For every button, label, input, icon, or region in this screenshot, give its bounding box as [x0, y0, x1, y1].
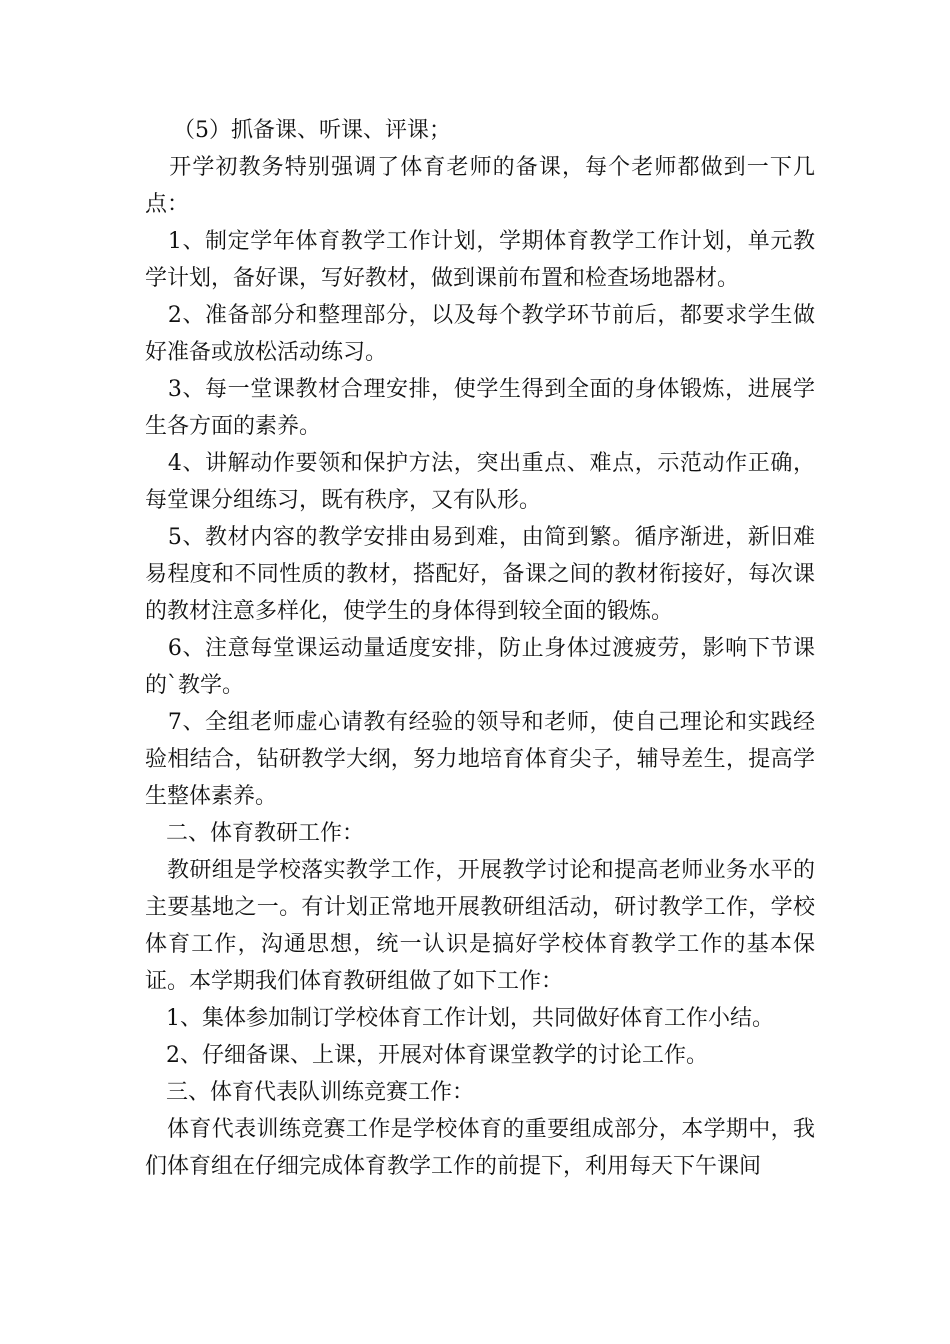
section-heading-team-training: 三、体育代表队训练竞赛工作：: [145, 1080, 474, 1105]
paragraph-item-7: 7、全组老师虚心请教有经验的领导和老师，使自己理论和实践经验相结合，钻研教学大纲，努力地培育体育尖子，辅导差生，提高学生整体素养。: [145, 710, 816, 809]
paragraph-research-item-2: 2、仔细备课、上课，开展对体育课堂教学的讨论工作。: [145, 1043, 708, 1068]
paragraph-lesson-prep-intro: 开学初教务特别强调了体育老师的备课，每个老师都做到一下几点：: [145, 155, 815, 217]
paragraph-research-item-1: 1、集体参加制订学校体育工作计划，共同做好体育工作小结。: [145, 1006, 774, 1031]
paragraph-item-5: 5、教材内容的教学安排由易到难，由简到繁。循序渐进，新旧难易程度和不同性质的教材，搭配好，备课之间的教材衔接好，每次课的教材注意多样化，使学生的身体得到较全面的锻炼。: [145, 525, 816, 624]
section-heading-teaching-research: 二、体育教研工作：: [145, 821, 364, 846]
paragraph-item-1: 1、制定学年体育教学工作计划，学期体育教学工作计划，单元教学计划，备好课，写好教材，做到课前布置和检查场地器材。: [145, 229, 816, 291]
paragraph-teaching-research-intro: 教研组是学校落实教学工作，开展教学讨论和提高老师业务水平的主要基地之一。有计划正常地开展教研组活动，研讨教学工作，学校体育工作，沟通思想，统一认识是搞好学校体育教学工作的基本保证。本学期我们体育教研组做了如下工作：: [145, 858, 815, 994]
paragraph-section-5-heading: （5）抓备课、听课、评课；: [145, 118, 451, 143]
paragraph-item-2: 2、准备部分和整理部分，以及每个教学环节前后，都要求学生做好准备或放松活动练习。: [145, 303, 816, 365]
paragraph-item-3: 3、每一堂课教材合理安排，使学生得到全面的身体锻炼，进展学生各方面的素养。: [145, 377, 816, 439]
document-page: [145, 112, 815, 1185]
paragraph-team-training-intro: 体育代表训练竞赛工作是学校体育的重要组成部分，本学期中，我们体育组在仔细完成体育教学工作的前提下，利用每天下午课间: [145, 1117, 815, 1179]
paragraph-item-6: 6、注意每堂课运动量适度安排，防止身体过渡疲劳，影响下节课的`教学。: [145, 636, 816, 698]
paragraph-item-4: 4、讲解动作要领和保护方法，突出重点、难点，示范动作正确，每堂课分组练习，既有秩序，又有队形。: [145, 451, 816, 513]
